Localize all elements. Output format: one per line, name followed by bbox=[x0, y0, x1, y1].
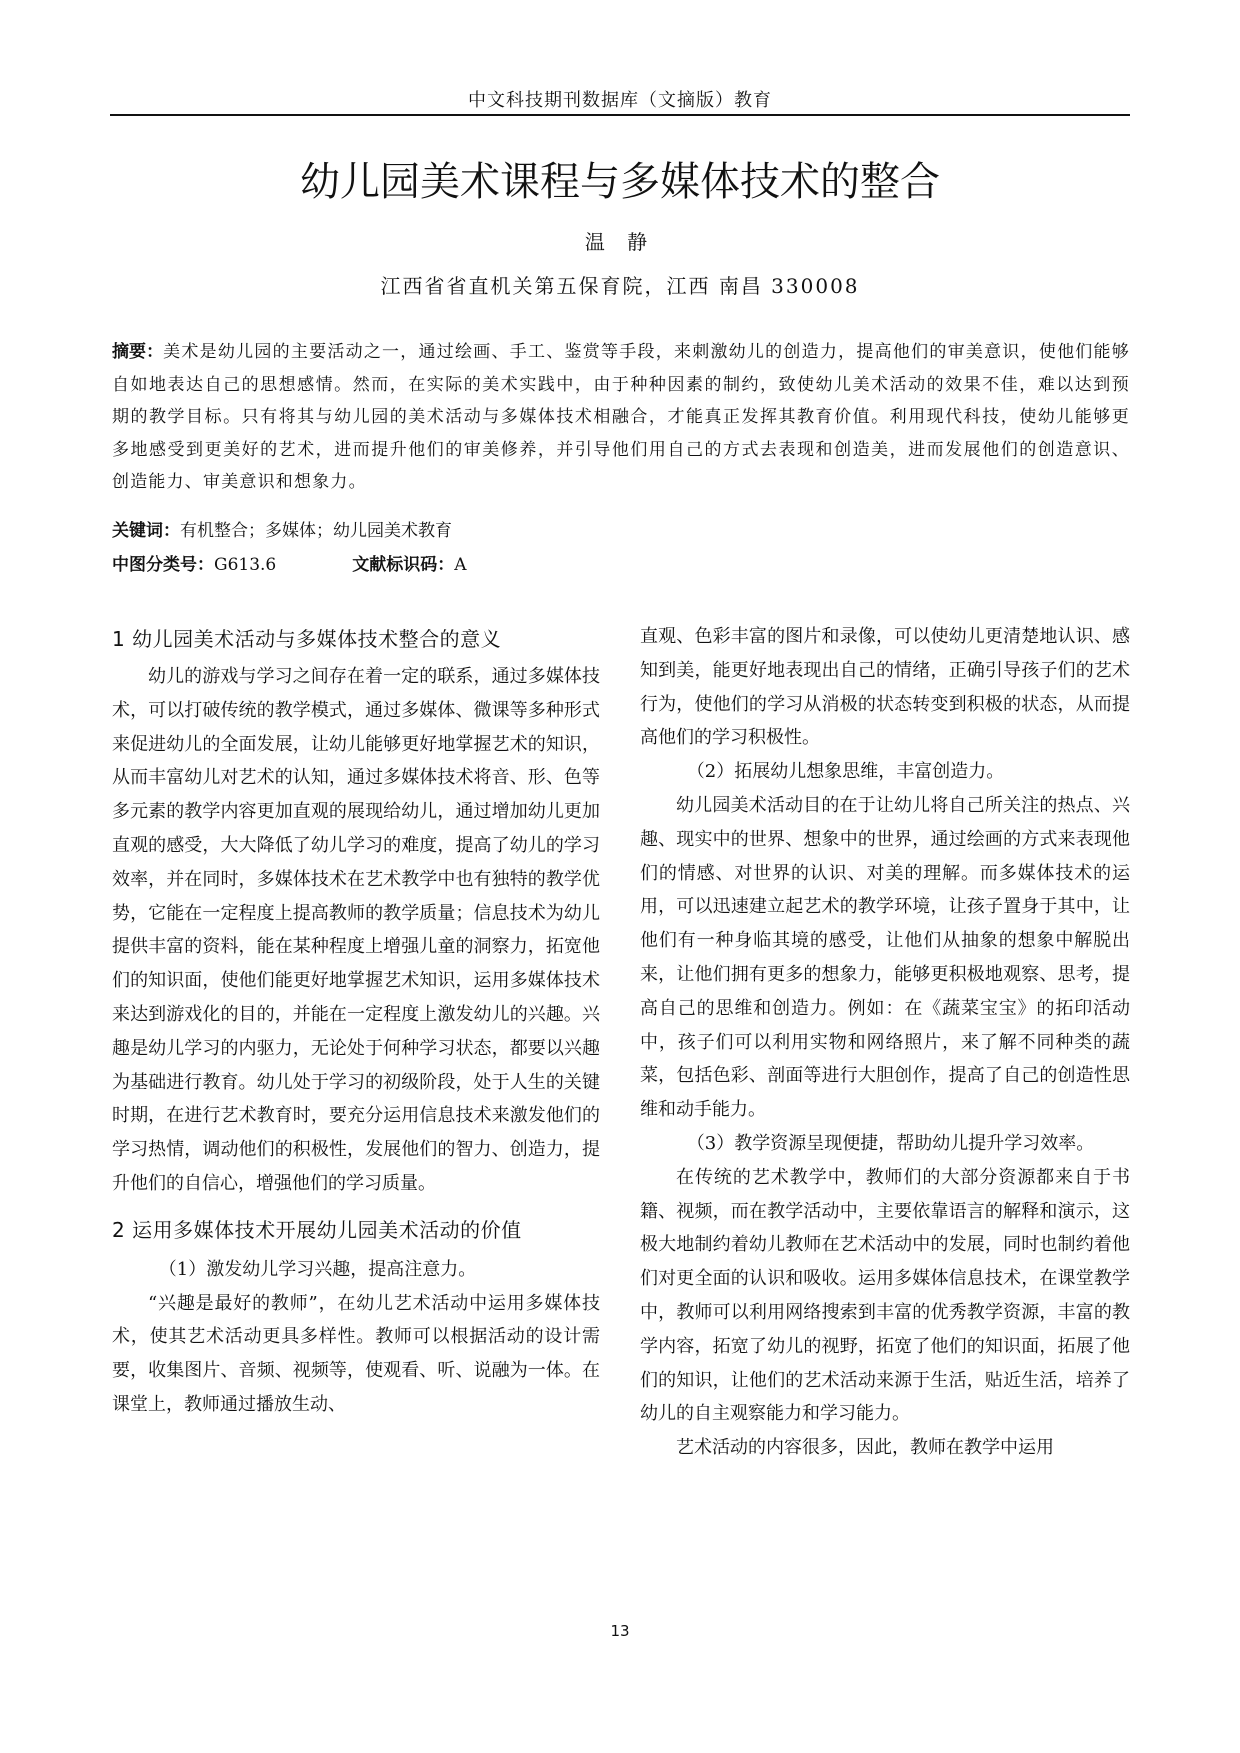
subsection-2-paragraph: 幼儿园美术活动目的在于让幼儿将自己所关注的热点、兴趣、现实中的世界、想象中的世界，通过绘画的方式来表现他们的情感、对世界的认识、对美的理解。而多媒体技术的运用，可以迅速建立起艺术的教学环境，让孩子置身于其中，让他们有一种身临其境的感受，让他们从抽象的想象中解脱出来，让他们拥有更多的想象力，能够更积极地观察、思考，提高自己的思维和创造力。例如：在《蔬菜宝宝》的拓印活动中，孩子们可以利用实物和网络照片，来了解不同种类的蔬菜，包括色彩、剖面等进行大胆创作，提高了自己的创造性思维和动手能力。 bbox=[640, 794, 1130, 1121]
subsection-3-paragraph: 在传统的艺术教学中，教师们的大部分资源都来自于书籍、视频，而在教学活动中，主要依靠语言的解释和演示，这极大地制约着幼儿教师在艺术活动中的发展，同时也制约着他们对更全面的认识和吸收。运用多媒体信息技术，在课堂教学中，教师可以利用网络搜索到丰富的优秀教学资源，丰富的教学内容，拓宽了幼儿的视野，拓宽了他们的知识面，拓展了他们的知识，让他们的艺术活动来源于生活，贴近生活，培养了幼儿的自主观察能力和学习能力。 bbox=[640, 1166, 1130, 1425]
right-column bbox=[640, 620, 1130, 1465]
clc-label: 中图分类号： bbox=[112, 555, 214, 575]
subheading-1: （1）激发幼儿学习兴趣，提高注意力。 bbox=[158, 1258, 477, 1280]
abstract-text: 美术是幼儿园的主要活动之一，通过绘画、手工、鉴赏等手段，来刺激幼儿的创造力，提高他们的审美意识，使他们能够自如地表达自己的思想感情。然而，在实际的美术实践中，由于种种因素的制约，致使幼儿美术活动的效果不佳，难以达到预期的教学目标。只有将其与幼儿园的美术活动与多媒体技术相融合，才能真正发挥其教育价值。利用现代科技，使幼儿能够更多地感受到更美好的艺术，进而提升他们的审美修养，并引导他们用自己的方式去表现和创造美，进而发展他们的创造意识、创造能力、审美意识和想象力。 bbox=[112, 342, 1130, 493]
header-rule bbox=[110, 114, 1130, 116]
abstract bbox=[112, 336, 1130, 499]
keywords bbox=[112, 516, 452, 541]
running-header: 中文科技期刊数据库（文摘版）教育 bbox=[468, 90, 772, 111]
section-heading-1: 1 幼儿园美术活动与多媒体技术整合的意义 bbox=[112, 627, 502, 651]
author-affiliation: 江西省省直机关第五保育院，江西 南昌 330008 bbox=[380, 274, 860, 298]
article-title: 幼儿园美术课程与多媒体技术的整合 bbox=[300, 159, 940, 205]
doc-code-value: A bbox=[454, 555, 467, 575]
subheading-3: （3）教学资源呈现便捷，帮助幼儿提升学习效率。 bbox=[686, 1132, 1095, 1154]
subheading-2: （2）拓展幼儿想象思维，丰富创造力。 bbox=[686, 761, 1005, 783]
subsection-1-paragraph: “兴趣是最好的教师”，在幼儿艺术活动中运用多媒体技术，使其艺术活动更具多样性。教师可以根据活动的设计需要，收集图片、音频、视频等，使观看、听、说融为一体。在课堂上，教师通过播放生动、 bbox=[112, 1292, 600, 1415]
page-number: 13 bbox=[610, 1622, 630, 1640]
continued-paragraph: 直观、色彩丰富的图片和录像，可以使幼儿更清楚地认识、感知到美，能更好地表现出自己的情绪，正确引导孩子们的艺术行为，使他们的学习从消极的状态转变到积极的状态，从而提高他们的学习积极性。 bbox=[640, 626, 1130, 749]
keywords-label: 关键词： bbox=[112, 521, 180, 541]
author-name: 温 静 bbox=[584, 230, 656, 254]
clc-value: G613.6 bbox=[214, 555, 277, 575]
doc-code-label: 文献标识码： bbox=[352, 555, 455, 575]
left-column bbox=[112, 622, 600, 1422]
section-heading-2: 2 运用多媒体技术开展幼儿园美术活动的价值 bbox=[112, 1217, 522, 1242]
final-paragraph: 艺术活动的内容很多，因此，教师在教学中运用 bbox=[676, 1437, 1054, 1459]
classification bbox=[112, 550, 467, 575]
keywords-text: 有机整合；多媒体；幼儿园美术教育 bbox=[180, 521, 452, 541]
section-1-paragraph: 幼儿的游戏与学习之间存在着一定的联系，通过多媒体技术，可以打破传统的教学模式，通过多媒体、微课等多种形式来促进幼儿的全面发展，让幼儿能够更好地掌握艺术的知识，从而丰富幼儿对艺术的认知，通过多媒体技术将音、形、色等多元素的教学内容更加直观的展现给幼儿，通过增加幼儿更加直观的感受，大大降低了幼儿学习的难度，提高了幼儿的学习效率，并在同时，多媒体技术在艺术教学中也有独特的教学优势，它能在一定程度上提高教师的教学质量；信息技术为幼儿提供丰富的资料，能在某种程度上增强儿童的洞察力，拓宽他们的知识面，使他们能更好地掌握艺术知识，运用多媒体技术来达到游戏化的目的，并能在一定程度上激发幼儿的兴趣。兴趣是幼儿学习的内驱力，无论处于何种学习状态，都要以兴趣为基础进行教育。幼儿处于学习的初级阶段，处于人生的关键时期，在进行艺术教育时，要充分运用信息技术来激发他们的学习热情，调动他们的积极性，发展他们的智力、创造力，提升他们的自信心，增强他们的学习质量。 bbox=[112, 666, 600, 1194]
abstract-label: 摘要： bbox=[112, 342, 164, 362]
